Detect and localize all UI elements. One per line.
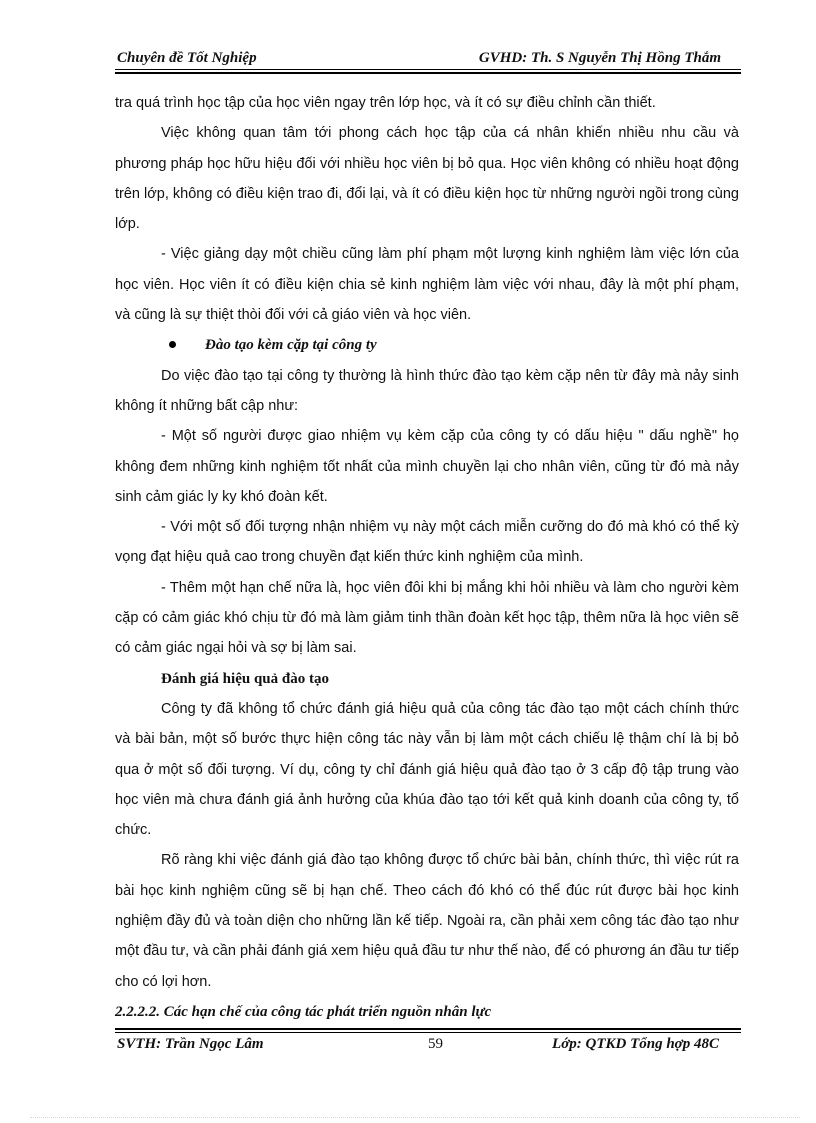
bullet-icon <box>169 341 176 348</box>
paragraph: - Việc giảng dạy một chiều cũng làm phí phạm một lượng kinh nghiệm làm việc lớn của học viên. Học viên ít có điều kiện chia sẻ kinh nghiệm làm việc với nhau, đây là một phí phạm, và cũng là sự thiệt thòi đối với cả giáo viên và học viên. <box>115 246 739 324</box>
paragraph: tra quá trình học tập của học viên ngay trên lớp học, và ít có sự điều chỉnh cần thiết. <box>115 95 656 111</box>
page-footer <box>115 1036 741 1060</box>
header-rule-thin <box>115 69 741 70</box>
paragraph: Do việc đào tạo tại công ty thường là hình thức đào tạo kèm cặp nên từ đây mà nảy sinh không ít những bất cập như: <box>115 367 739 414</box>
footer-rule-thin <box>115 1032 741 1033</box>
paragraph: - Với một số đối tượng nhận nhiệm vụ này một cách miễn cưỡng do đó mà khó có thể kỳ vọng đạt hiệu quả cao trong chuyền đạt kiến thức kinh nghiệm của mình. <box>115 519 739 566</box>
paragraph: Việc không quan tâm tới phong cách học tập của cá nhân khiến nhiều nhu cầu và phương pháp học hữu hiệu đối với nhiều học viên bị bỏ qua. Học viên không có nhiều hoạt động trên lớp, không có điều kiện trao đi, đổi lại, và ít có điều kiện học từ những người ngồi trong cùng lớp. <box>115 125 739 233</box>
page-edge-divider <box>30 1117 800 1118</box>
paragraph: Công ty đã không tổ chức đánh giá hiệu quả của công tác đào tạo một cách chính thức và bài bản, một số bước thực hiện công tác này vẫn bị làm một cách chiếu lệ thậm chí là bị bỏ qua ở một số đối tượng. Ví dụ, công ty chỉ đánh giá hiệu quả đào tạo ở 3 cấp độ tập trung vào học viên mà chưa đánh giá ảnh hưởng của khúa đào tạo tới kết quả kinh doanh của công ty, tổ chức. <box>115 700 739 839</box>
page-body <box>115 88 739 1027</box>
footer-student: SVTH: Trần Ngọc Lâm <box>117 1036 264 1052</box>
footer-class: Lớp: QTKD Tổng hợp 48C <box>552 1036 719 1052</box>
bullet-heading <box>115 330 739 360</box>
section-heading: 2.2.2.2. Các hạn chế của công tác phát triển nguồn nhân lực <box>115 1003 492 1020</box>
paragraph: - Một số người được giao nhiệm vụ kèm cặp của công ty có dấu hiệu " dấu nghề" họ không đem những kinh nghiệm tốt nhất của mình chuyền lại cho nhân viên, cũng từ đó mà nảy sinh cảm giác ly ky khó đoàn kết. <box>115 428 739 505</box>
paragraph: - Thêm một hạn chế nữa là, học viên đôi khi bị mắng khi hỏi nhiều và làm cho người kèm cặp có cảm giác khó chịu từ đó mà làm giảm tinh thần đoàn kết học tập, thêm nữa là học viên sẽ có cảm giác ngại hỏi và sợ bị làm sai. <box>115 579 739 657</box>
paragraph: Rõ ràng khi việc đánh giá đào tạo không được tổ chức bài bản, chính thức, thì việc rút ra bài học kinh nghiệm cũng sẽ bị hạn chế. Theo cách đó khó có thể đúc rút được bài học kinh nghiệm đầy đủ và toàn diện cho những lần kế tiếp. Ngoài ra, cần phải xem công tác đào tạo như một đầu tư, và cần phải đánh giá xem hiệu quả đầu tư như thế nào, để có phương án đầu tư tiếp cho có lợi hơn. <box>115 852 739 990</box>
subheading: Đánh giá hiệu quả đào tạo <box>161 670 329 687</box>
header-document-title: Chuyên đề Tốt Nghiệp <box>117 50 257 66</box>
header-supervisor: GVHD: Th. S Nguyễn Thị Hồng Thắm <box>478 50 721 66</box>
page-number: 59 <box>428 1036 443 1052</box>
footer-rule-thick <box>115 1028 741 1030</box>
bullet-heading-text: Đào tạo kèm cặp tại công ty <box>205 337 377 354</box>
header-rule-thick <box>115 72 741 74</box>
